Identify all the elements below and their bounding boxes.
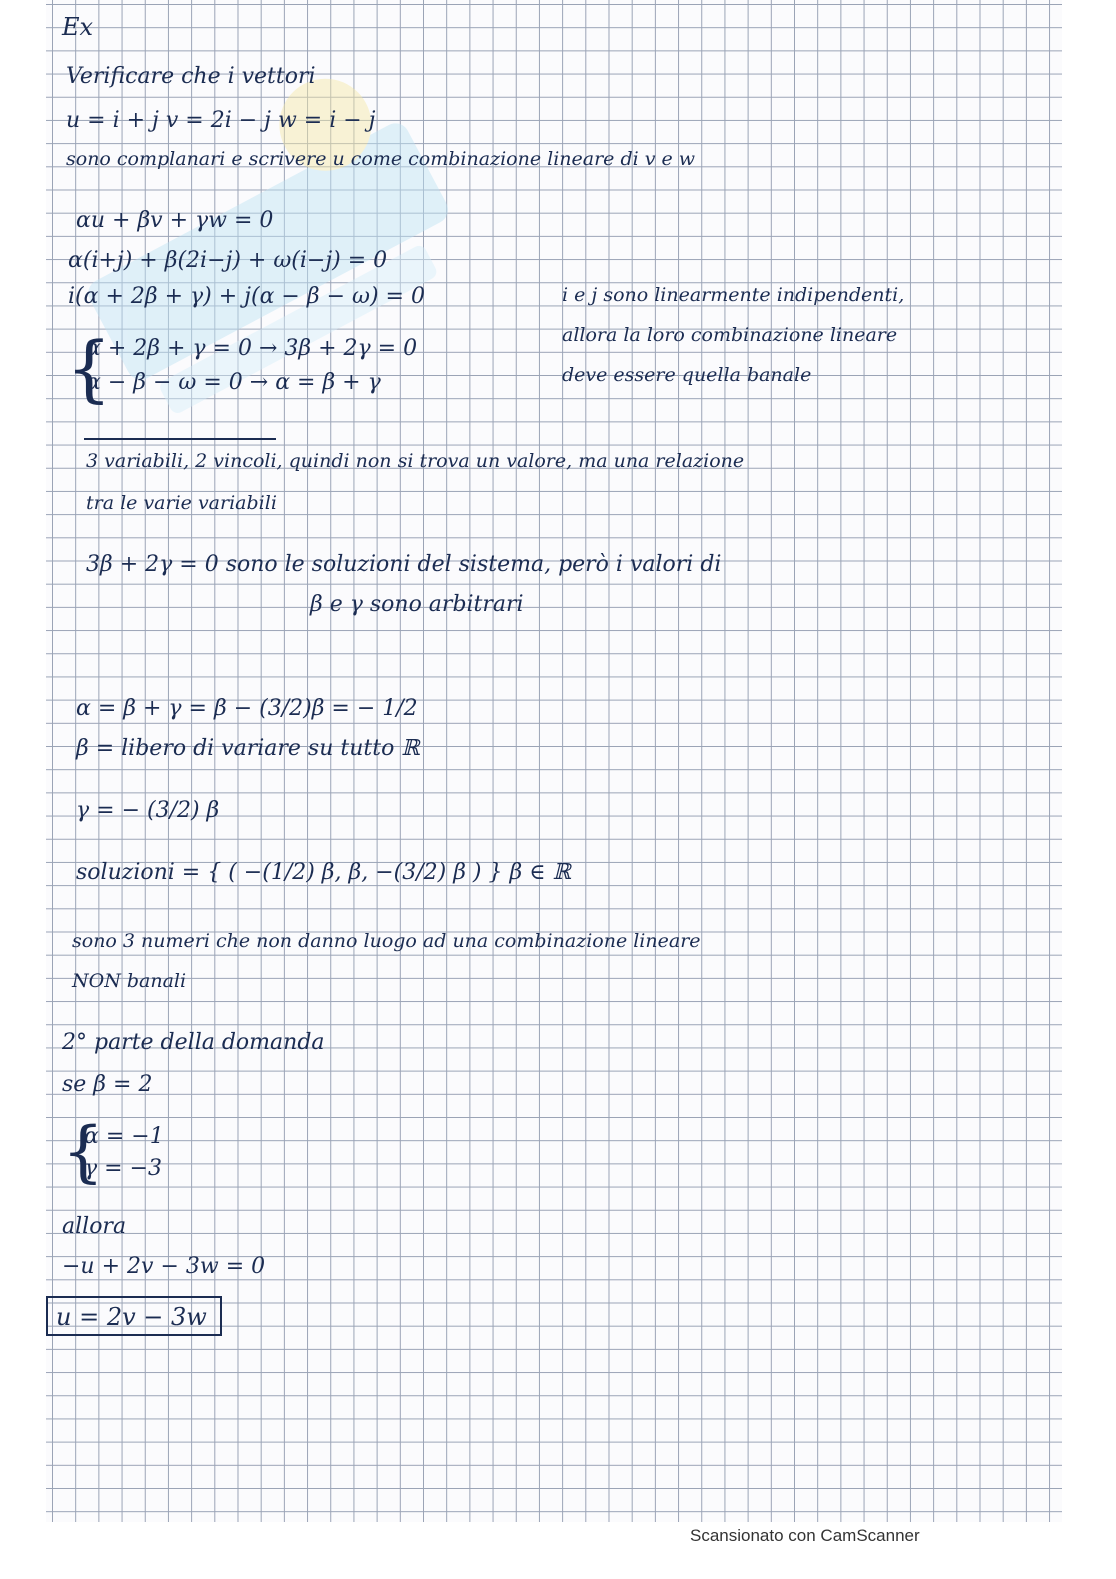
equation-line: i(α + 2β + γ) + j(α − β − ω) = 0: [68, 284, 425, 309]
equation-line: α = β + γ = β − (3/2)β = − 1/2: [76, 696, 418, 721]
side-note-line: i e j sono linearmente indipendenti,: [562, 284, 905, 306]
text-line: sono complanari e scrivere u come combinazione lineare di v e w: [66, 148, 696, 170]
text-line: u = i + j v = 2i − j w = i − j: [66, 108, 376, 133]
side-note-line: allora la loro combinazione lineare: [562, 324, 898, 346]
text-line: 3 variabili, 2 vincoli, quindi non si trova un valore, ma una relazione: [86, 450, 745, 472]
underline-rule: [84, 438, 276, 440]
system-equation: γ = −3: [84, 1156, 162, 1181]
system-brace: {: [62, 1113, 104, 1190]
equation-line: γ = − (3/2) β: [76, 798, 220, 823]
system-equation: α + 2β + γ = 0 → 3β + 2γ = 0: [86, 336, 418, 361]
text-line: 3β + 2γ = 0 sono le soluzioni del sistema, però i valori di: [86, 552, 722, 577]
camscanner-footer: Scansionato con CamScanner: [690, 1526, 920, 1545]
equation-line: αu + βv + γw = 0: [76, 208, 274, 233]
system-equation: α = −1: [84, 1124, 164, 1149]
boxed-result: u = 2v − 3w: [46, 1296, 222, 1336]
text-line: sono 3 numeri che non danno luogo ad una combinazione lineare: [72, 930, 701, 952]
text-line: 2° parte della domanda: [62, 1030, 325, 1055]
equation-line: α(i+j) + β(2i−j) + ω(i−j) = 0: [68, 248, 388, 273]
equation-line: soluzioni = { ( −(1/2) β, β, −(3/2) β ) } β ∈ ℝ: [76, 860, 571, 885]
system-equation: α − β − ω = 0 → α = β + γ: [86, 370, 381, 395]
text-line: tra le varie variabili: [86, 492, 277, 514]
equation-line: −u + 2v − 3w = 0: [62, 1254, 266, 1279]
exercise-title: Ex: [62, 13, 94, 41]
text-line: β = libero di variare su tutto ℝ: [76, 736, 420, 761]
text-line: β e γ sono arbitrari: [310, 592, 524, 617]
equation-line: se β = 2: [62, 1072, 153, 1097]
text-line: allora: [62, 1214, 127, 1239]
system-brace: {: [66, 326, 112, 410]
text-line: Verificare che i vettori: [66, 64, 316, 89]
side-note-line: deve essere quella banale: [562, 364, 812, 386]
text-line: NON banali: [72, 970, 187, 992]
